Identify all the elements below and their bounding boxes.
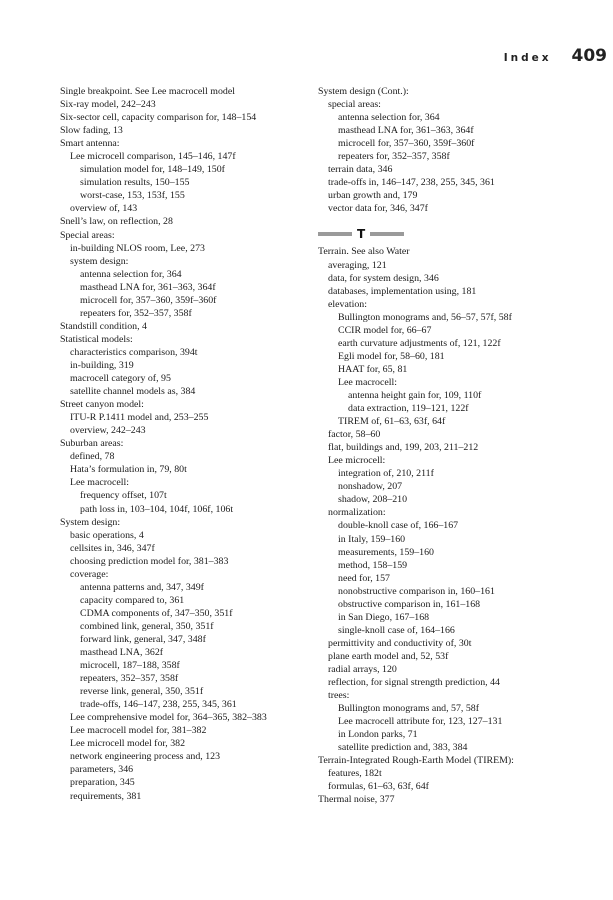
index-entry: Lee macrocell model for, 381–382 [70,725,207,737]
index-entry: choosing prediction model for, 381–383 [70,555,229,567]
index-entry: parameters, 346 [70,764,134,776]
index-entry: special areas: [328,99,381,111]
index-entry: urban growth and, 179 [328,190,418,202]
index-group-system-design-cont [318,85,608,215]
index-entry: in-building NLOS room, Lee, 273 [70,242,205,254]
index-entry: plane earth model and, 52, 53f [328,650,449,662]
index-entry: in Italy, 159–160 [338,533,406,545]
index-entry: overview of, 143 [70,203,138,215]
index-entry: Statistical models: [60,333,133,345]
index-entry: masthead LNA for, 361–363, 364f [338,125,474,137]
index-entry: Suburban areas: [60,438,124,450]
index-entry: factor, 58–60 [328,429,381,441]
index-entry: combined link, general, 350, 351f [80,620,214,632]
index-entry: Snell’s law, on reflection, 28 [60,216,173,228]
index-entry: formulas, 61–63, 63f, 64f [328,781,429,793]
index-group-terrain [318,245,608,806]
index-entry: frequency offset, 107t [80,490,167,502]
index-entry: earth curvature adjustments of, 121, 122f [338,337,501,349]
index-entry: reflection, for signal strength prediction, 44 [328,677,500,689]
index-entry: masthead LNA for, 361–363, 364f [80,281,216,293]
index-entry: TIREM of, 61–63, 63f, 64f [338,416,446,428]
index-entry: CDMA components of, 347–350, 351f [80,607,233,619]
index-entry: satellite channel models as, 384 [70,386,196,398]
index-entry: forward link, general, 347, 348f [80,633,206,645]
index-entry: antenna height gain for, 109, 110f [348,389,482,401]
index-entry: terrain data, 346 [328,164,393,176]
index-entry: radial arrays, 120 [328,663,397,675]
index-column-right [318,85,608,806]
page-number: 409 [571,46,607,66]
index-entry: obstructive comparison in, 161–168 [338,598,481,610]
index-entry: elevation: [328,298,367,310]
index-entry: shadow, 208–210 [338,494,408,506]
index-entry: repeaters, 352–357, 358f [80,673,179,685]
index-entry: antenna patterns and, 347, 349f [80,581,204,593]
index-entry: Lee comprehensive model for, 364–365, 382–383 [70,712,267,724]
index-entry: trade-offs, 146–147, 238, 255, 345, 361 [80,699,237,711]
index-entry: CCIR model for, 66–67 [338,324,432,336]
index-entry: Thermal noise, 377 [318,794,395,806]
index-entry: system design: [70,255,129,267]
index-entry: in-building, 319 [70,359,134,371]
index-entry: repeaters for, 352–357, 358f [80,307,192,319]
index-entry: Lee macrocell: [338,376,397,388]
index-entry: basic operations, 4 [70,529,144,541]
index-entry: characteristics comparison, 394t [70,346,198,358]
index-entry: need for, 157 [338,572,390,584]
index-entry: double-knoll case of, 166–167 [338,520,459,532]
index-entry: simulation results, 150–155 [80,177,190,189]
divider-bar-left [318,232,352,236]
index-entry: HAAT for, 65, 81 [338,363,408,375]
index-entry: nonobstructive comparison in, 160–161 [338,585,495,597]
index-entry: Terrain. See also Water [318,246,410,258]
index-entry: measurements, 159–160 [338,546,434,558]
index-entry: antenna selection for, 364 [80,268,182,280]
index-entry: network engineering process and, 123 [70,751,221,763]
index-entry: nonshadow, 207 [338,481,403,493]
index-entry: features, 182t [328,768,382,780]
index-entry: vector data for, 346, 347f [328,203,428,215]
index-entry: Slow fading, 13 [60,125,123,137]
index-entry: Street canyon model: [60,399,144,411]
index-entry: simulation model for, 148–149, 150f [80,164,225,176]
index-entry: Lee microcell comparison, 145–146, 147f [70,151,236,163]
index-entry: data, for system design, 346 [328,272,439,284]
index-entry: Egli model for, 58–60, 181 [338,350,445,362]
index-entry: in London parks, 71 [338,729,418,741]
index-entry: defined, 78 [70,451,115,463]
index-entry: integration of, 210, 211f [338,468,434,480]
index-entry: System design: [60,516,121,528]
index-entry: ITU-R P.1411 model and, 253–255 [70,412,209,424]
index-entry: method, 158–159 [338,559,408,571]
index-entry: preparation, 345 [70,777,135,789]
index-entry: requirements, 381 [70,790,142,802]
index-column-left [60,85,310,803]
index-entry: repeaters for, 352–357, 358f [338,151,450,163]
index-entry: Special areas: [60,229,115,241]
index-entry: Lee macrocell: [70,477,129,489]
index-entry: worst-case, 153, 153f, 155 [80,190,185,202]
index-entry: Hata’s formulation in, 79, 80t [70,464,187,476]
section-divider-t [318,224,608,244]
index-entry: reverse link, general, 350, 351f [80,686,204,698]
divider-bar-right [370,232,404,236]
index-entry: Single breakpoint. See Lee macrocell model [60,86,235,97]
index-entry: Bullington monograms and, 57, 58f [338,703,479,715]
index-entry: Lee microcell: [328,455,386,467]
index-entry: System design (Cont.): [318,86,409,97]
index-entry: microcell for, 357–360, 359f–360f [338,138,475,150]
index-entry: satellite prediction and, 383, 384 [338,742,468,754]
index-entry: macrocell category of, 95 [70,373,171,385]
index-entry: Smart antenna: [60,138,120,150]
index-entry: coverage: [70,568,109,580]
index-entry: antenna selection for, 364 [338,112,440,124]
index-entry: Bullington monograms and, 56–57, 57f, 58f [338,311,512,323]
index-entry: trees: [328,690,350,702]
index-entry: Lee microcell model for, 382 [70,738,186,750]
page-header [504,46,607,66]
index-entry: capacity compared to, 361 [80,594,185,606]
index-entry: data extraction, 119–121, 122f [348,403,469,415]
index-entry: Standstill condition, 4 [60,320,147,332]
index-entry: masthead LNA, 362f [80,647,164,659]
section-letter: T [357,226,366,241]
index-entry: averaging, 121 [328,259,387,271]
index-entry: permittivity and conductivity of, 30t [328,637,472,649]
index-entry: microcell for, 357–360, 359f–360f [80,294,217,306]
index-entry: path loss in, 103–104, 104f, 106f, 106t [80,503,234,515]
index-entry: trade-offs in, 146–147, 238, 255, 345, 361 [328,177,495,189]
index-entry: cellsites in, 346, 347f [70,542,155,554]
index-entry: Six-ray model, 242–243 [60,99,156,111]
index-entry: flat, buildings and, 199, 203, 211–212 [328,442,479,454]
index-entry: Six-sector cell, capacity comparison for, 148–154 [60,112,257,124]
index-entry: overview, 242–243 [70,425,146,437]
index-entry: databases, implementation using, 181 [328,285,477,297]
index-entry: single-knoll case of, 164–166 [338,624,455,636]
index-entry: in San Diego, 167–168 [338,611,430,623]
index-entry: Terrain-Integrated Rough-Earth Model (TIREM): [318,755,514,767]
index-entry: Lee macrocell attribute for, 123, 127–131 [338,716,503,728]
index-entry: microcell, 187–188, 358f [80,660,180,672]
index-entry: normalization: [328,507,386,519]
running-head: Index [503,52,552,64]
